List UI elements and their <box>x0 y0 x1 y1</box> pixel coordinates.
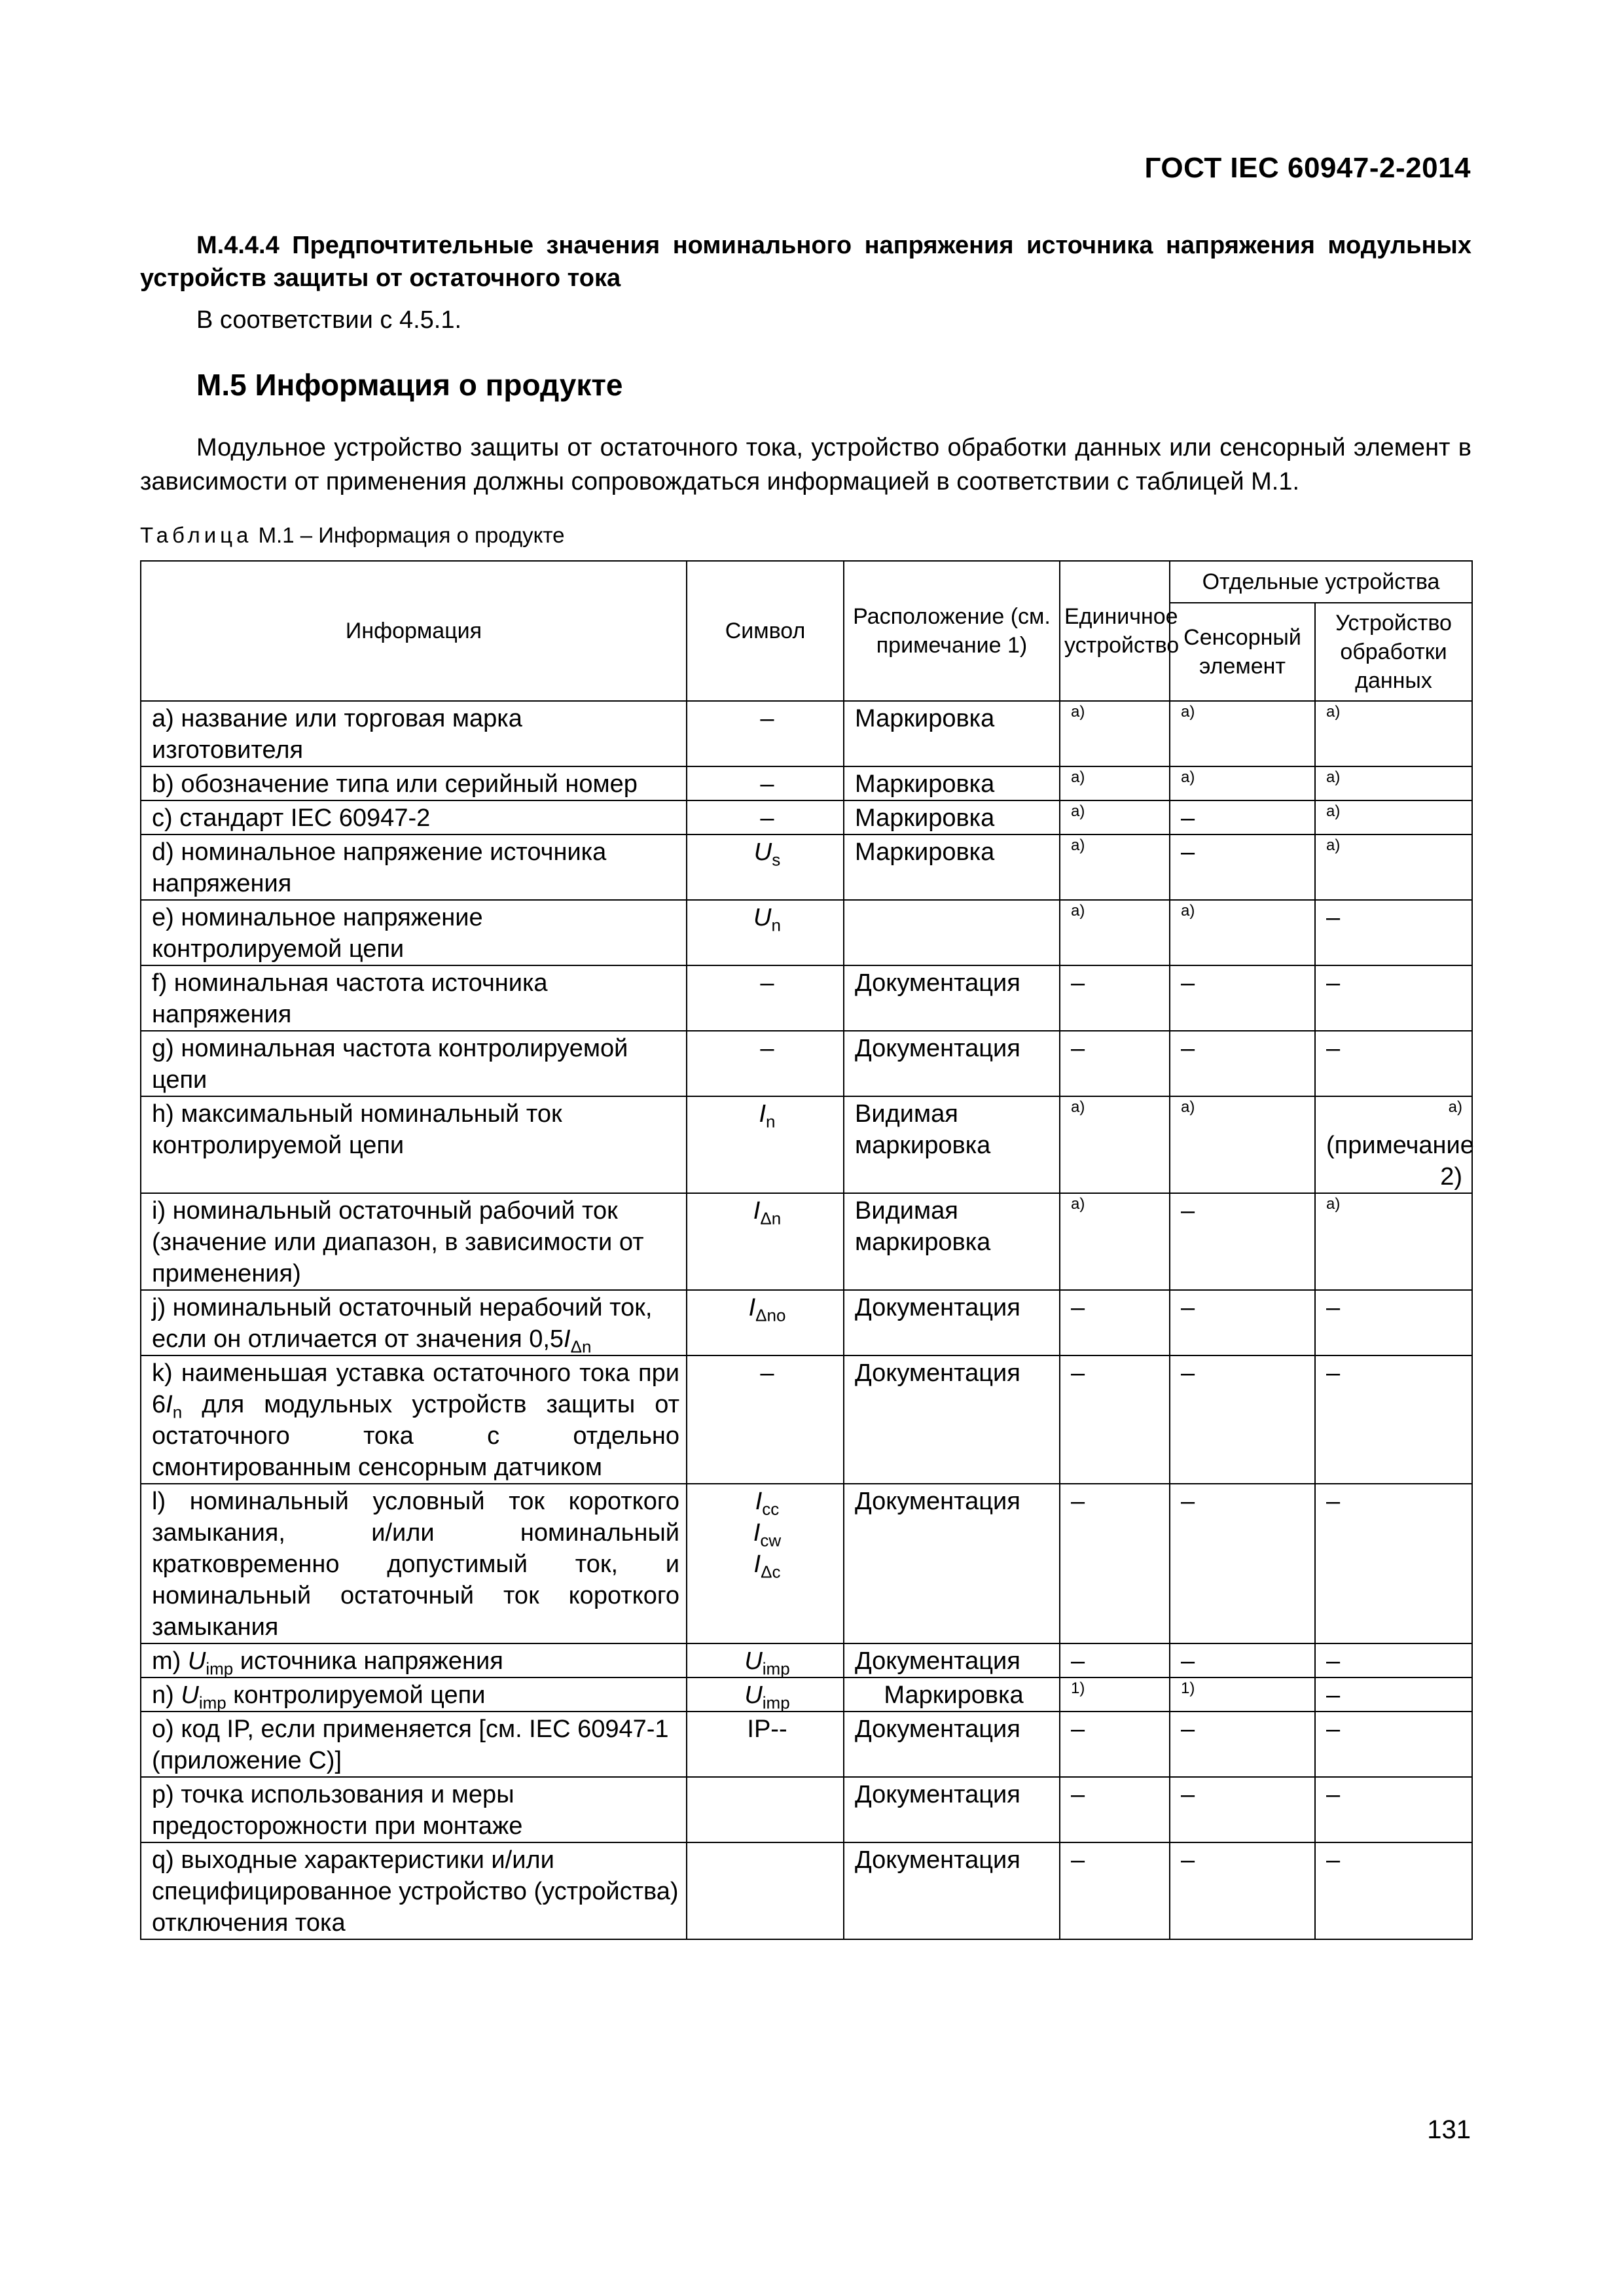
symbol-sub: Δc <box>761 1562 781 1582</box>
table-row <box>141 1677 1472 1712</box>
symbol-cell: – <box>687 1031 844 1096</box>
symbol-sub: imp <box>762 1693 790 1713</box>
footnote-ref: a) <box>1326 802 1341 820</box>
footnote-ref: a) <box>1071 802 1085 820</box>
footnote-ref: a) <box>1181 768 1195 786</box>
symbol-sub: cc <box>762 1499 780 1519</box>
symbol-line <box>698 1486 837 1517</box>
header-location: Расположение (см. примечание 1) <box>844 561 1060 701</box>
sensor-cell: – <box>1170 1193 1315 1290</box>
location-cell: Документация <box>844 965 1060 1031</box>
symbol-cell <box>687 834 844 900</box>
symbol-sub: s <box>772 850 781 870</box>
sensor-cell <box>1170 900 1315 965</box>
symbol-var: I <box>755 1488 763 1515</box>
sensor-cell: – <box>1170 1842 1315 1939</box>
page-number: 131 <box>1427 2115 1471 2144</box>
processing-note: (примечание 2) <box>1326 1132 1474 1191</box>
table-row <box>141 1031 1472 1096</box>
table-row <box>141 965 1472 1031</box>
processing-cell <box>1315 1193 1472 1290</box>
location-cell: Видимая маркировка <box>844 1096 1060 1193</box>
info-cell <box>141 1290 687 1355</box>
info-sub: imp <box>198 1693 226 1713</box>
table-row <box>141 900 1472 965</box>
symbol-cell <box>687 1677 844 1712</box>
table-row <box>141 1712 1472 1777</box>
symbol-cell <box>687 1484 844 1643</box>
info-cell <box>141 1355 687 1484</box>
processing-cell: – <box>1315 1484 1472 1643</box>
location-cell <box>844 900 1060 965</box>
footnote-ref: a) <box>1071 1098 1085 1116</box>
single-cell: – <box>1060 1031 1170 1096</box>
symbol-var: I <box>759 1100 767 1128</box>
processing-cell: – <box>1315 1355 1472 1484</box>
footnote-ref: a) <box>1326 703 1341 721</box>
single-cell <box>1060 800 1170 834</box>
info-sub: Δn <box>570 1336 592 1357</box>
processing-cell: – <box>1315 1777 1472 1842</box>
info-var: I <box>166 1391 173 1418</box>
processing-cell: – <box>1315 1031 1472 1096</box>
table-caption-prefix: Таблица <box>140 523 253 547</box>
symbol-sub: Δn <box>760 1208 782 1229</box>
symbol-cell: – <box>687 800 844 834</box>
symbol-cell <box>687 1096 844 1193</box>
footnote-ref: a) <box>1071 902 1085 920</box>
table-row <box>141 1355 1472 1484</box>
footnote-ref: a) <box>1071 1195 1085 1213</box>
info-cell: b) обозначение типа или серийный номер <box>141 766 687 800</box>
single-cell <box>1060 1193 1170 1290</box>
processing-cell <box>1315 766 1472 800</box>
info-var: I <box>564 1325 571 1353</box>
location-cell: Маркировка <box>844 834 1060 900</box>
info-sub: imp <box>206 1659 234 1679</box>
symbol-sub: n <box>766 1111 776 1132</box>
info-cell: f) номинальная частота источника напряжения <box>141 965 687 1031</box>
sensor-cell: – <box>1170 1355 1315 1484</box>
page-content <box>140 229 1474 1940</box>
symbol-cell: – <box>687 965 844 1031</box>
info-cell: a) название или торговая марка изготовителя <box>141 701 687 766</box>
table-row <box>141 1096 1472 1193</box>
info-text: k) наименьшая уставка остаточного тока при 6 <box>152 1359 679 1418</box>
processing-cell: – <box>1315 1290 1472 1355</box>
symbol-sub: Δno <box>755 1305 786 1325</box>
sensor-cell <box>1170 701 1315 766</box>
footnote-ref: a) <box>1071 836 1085 854</box>
symbol-cell <box>687 1290 844 1355</box>
sensor-cell: – <box>1170 1484 1315 1643</box>
processing-cell: – <box>1315 900 1472 965</box>
symbol-var: U <box>753 838 772 866</box>
symbol-cell <box>687 1777 844 1842</box>
processing-cell <box>1315 701 1472 766</box>
info-cell: q) выходные характеристики и/или специфицированное устройство (устройства) отключения тока <box>141 1842 687 1939</box>
sensor-cell: – <box>1170 1712 1315 1777</box>
symbol-var: U <box>753 904 772 931</box>
header-sensor: Сенсорный элемент <box>1170 603 1315 701</box>
sensor-cell: – <box>1170 800 1315 834</box>
info-sub: n <box>172 1402 183 1422</box>
header-symbol: Символ <box>687 561 844 701</box>
location-cell: Документация <box>844 1712 1060 1777</box>
single-cell: – <box>1060 1290 1170 1355</box>
symbol-var: I <box>748 1294 756 1321</box>
single-cell <box>1060 1096 1170 1193</box>
footnote-ref: a) <box>1181 1098 1195 1116</box>
standard-code: ГОСТ IEC 60947-2-2014 <box>1144 152 1471 184</box>
footnote-ref: a) <box>1071 768 1085 786</box>
symbol-cell: IP-- <box>687 1712 844 1777</box>
table-caption <box>140 522 1471 548</box>
table-row <box>141 766 1472 800</box>
processing-cell: – <box>1315 1842 1472 1939</box>
info-cell: d) номинальное напряжение источника напряжения <box>141 834 687 900</box>
symbol-cell: – <box>687 766 844 800</box>
symbol-cell: – <box>687 1355 844 1484</box>
location-cell: Документация <box>844 1031 1060 1096</box>
location-cell: Документация <box>844 1484 1060 1643</box>
location-cell: Документация <box>844 1777 1060 1842</box>
single-cell: – <box>1060 1484 1170 1643</box>
table-row <box>141 1842 1472 1939</box>
table-row <box>141 701 1472 766</box>
header-single-device: Единичное устройство <box>1060 561 1170 701</box>
footnote-ref: 1) <box>1181 1679 1195 1697</box>
info-cell: g) номинальная частота контролируемой цепи <box>141 1031 687 1096</box>
symbol-cell <box>687 900 844 965</box>
location-cell: Документация <box>844 1842 1060 1939</box>
table-row <box>141 800 1472 834</box>
table-row <box>141 1193 1472 1290</box>
location-cell: Документация <box>844 1643 1060 1677</box>
single-cell: – <box>1060 1712 1170 1777</box>
processing-cell <box>1315 834 1472 900</box>
info-cell: i) номинальный остаточный рабочий ток (значение или диапазон, в зависимости от применения) <box>141 1193 687 1290</box>
symbol-cell <box>687 1842 844 1939</box>
footnote-ref: a) <box>1326 768 1341 786</box>
location-cell: Видимая маркировка <box>844 1193 1060 1290</box>
footnote-ref: a) <box>1071 703 1085 721</box>
single-cell: – <box>1060 1355 1170 1484</box>
info-text: источника напряжения <box>233 1647 503 1675</box>
sensor-cell <box>1170 766 1315 800</box>
processing-cell <box>1315 1096 1472 1193</box>
location-cell: Маркировка <box>844 800 1060 834</box>
sensor-cell: – <box>1170 1031 1315 1096</box>
clause-text: В соответствии с 4.5.1. <box>196 306 462 334</box>
table-row <box>141 1484 1472 1643</box>
single-cell: – <box>1060 1777 1170 1842</box>
location-cell: Документация <box>844 1355 1060 1484</box>
symbol-line <box>698 1549 837 1580</box>
info-cell: h) максимальный номинальный ток контролируемой цепи <box>141 1096 687 1193</box>
symbol-var: U <box>744 1647 763 1675</box>
symbol-cell: – <box>687 701 844 766</box>
info-cell: l) номинальный условный ток короткого замыкания, и/или номинальный кратковременно допустимый ток, и номинальный остаточный ток короткого замыкания <box>141 1484 687 1643</box>
processing-cell <box>1315 800 1472 834</box>
footnote-ref: a) <box>1326 1195 1341 1213</box>
processing-cell: – <box>1315 965 1472 1031</box>
symbol-sub: cw <box>760 1530 782 1551</box>
header-info: Информация <box>141 561 687 701</box>
symbol-var: I <box>753 1519 761 1547</box>
footnote-ref: a) <box>1181 902 1195 920</box>
header-processing: Устройство обработки данных <box>1315 603 1472 701</box>
single-cell <box>1060 900 1170 965</box>
symbol-cell <box>687 1643 844 1677</box>
sensor-cell <box>1170 1677 1315 1712</box>
table-row <box>141 1643 1472 1677</box>
sensor-cell: – <box>1170 965 1315 1031</box>
single-cell <box>1060 834 1170 900</box>
section-text: Модульное устройство защиты от остаточного тока, устройство обработки данных или сенсорный элемент в зависимости от применения должны сопровождаться информацией в соответствии с таблицей М.1. <box>140 434 1471 495</box>
footnote-ref: 1) <box>1071 1679 1085 1697</box>
info-text: m) <box>152 1647 188 1675</box>
clause-heading: М.4.4.4 Предпочтительные значения номинального напряжения источника напряжения модульных устройств защиты от остаточного тока <box>140 232 1471 292</box>
symbol-sub: n <box>771 915 781 935</box>
info-cell: p) точка использования и меры предосторожности при монтаже <box>141 1777 687 1842</box>
symbol-var: I <box>753 1551 761 1578</box>
info-text: контролируемой цепи <box>226 1681 486 1709</box>
header-separate-devices: Отдельные устройства <box>1170 561 1472 603</box>
location-cell: Маркировка <box>844 766 1060 800</box>
info-var: U <box>181 1681 199 1709</box>
sensor-cell: – <box>1170 1777 1315 1842</box>
processing-cell: – <box>1315 1643 1472 1677</box>
info-cell: o) код IP, если применяется [см. IEC 60947-1 (приложение С)] <box>141 1712 687 1777</box>
single-cell: – <box>1060 1842 1170 1939</box>
symbol-sub: imp <box>762 1659 790 1679</box>
section-title: М.5 Информация о продукте <box>196 368 623 402</box>
symbol-cell <box>687 1193 844 1290</box>
single-cell <box>1060 701 1170 766</box>
single-cell <box>1060 1677 1170 1712</box>
footnote-ref: a) <box>1326 836 1341 854</box>
symbol-var: U <box>744 1681 763 1709</box>
info-text: j) номинальный остаточный нерабочий ток, если он отличается от значения 0,5 <box>152 1294 653 1353</box>
table-row <box>141 1290 1472 1355</box>
single-cell: – <box>1060 1643 1170 1677</box>
table-row <box>141 834 1472 900</box>
footnote-ref: a) <box>1181 703 1195 721</box>
symbol-line <box>698 1517 837 1549</box>
single-cell: – <box>1060 965 1170 1031</box>
footnote-ref: a) <box>1448 1098 1463 1116</box>
location-cell: Документация <box>844 1290 1060 1355</box>
sensor-cell: – <box>1170 1290 1315 1355</box>
sensor-cell: – <box>1170 834 1315 900</box>
sensor-cell: – <box>1170 1643 1315 1677</box>
sensor-cell <box>1170 1096 1315 1193</box>
info-cell: c) стандарт IEC 60947-2 <box>141 800 687 834</box>
processing-cell: – <box>1315 1712 1472 1777</box>
info-text: n) <box>152 1681 181 1709</box>
info-cell <box>141 1677 687 1712</box>
symbol-var: I <box>753 1197 761 1225</box>
product-info-table <box>140 560 1473 1940</box>
info-cell <box>141 1643 687 1677</box>
info-text: для модульных устройств защиты от остаточного тока с отдельно смонтированным сенсорным датчиком <box>152 1391 679 1481</box>
location-cell: Маркировка <box>844 701 1060 766</box>
processing-cell: – <box>1315 1677 1472 1712</box>
info-cell: e) номинальное напряжение контролируемой цепи <box>141 900 687 965</box>
table-row <box>141 1777 1472 1842</box>
single-cell <box>1060 766 1170 800</box>
location-cell: Маркировка <box>844 1677 1060 1712</box>
info-var: U <box>187 1647 206 1675</box>
table-caption-text: М.1 – Информация о продукте <box>258 523 565 547</box>
